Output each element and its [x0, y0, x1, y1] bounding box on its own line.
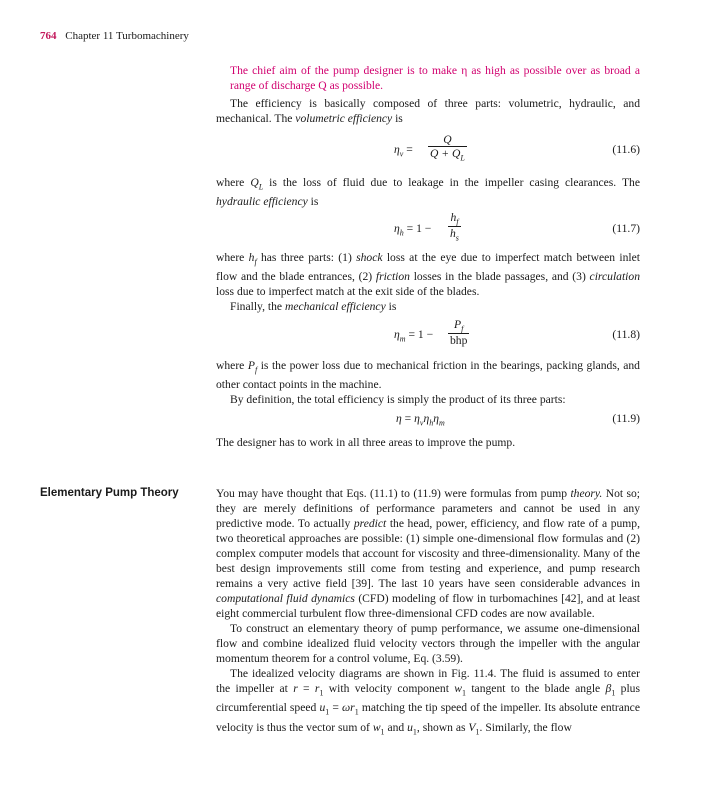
paragraph-power-loss: where $P_f$ is the power loss due to mechanical friction in the bearings, packing glands, and other contact points in the machine. By definition, the total efficiency is simply the product of its three parts:	[216, 359, 640, 407]
equation-label: (11.6)	[612, 143, 640, 156]
term-mechanical: mechanical efficiency	[284, 300, 386, 314]
term-hydraulic: hydraulic efficiency	[216, 195, 308, 209]
page-number: 764	[40, 30, 57, 42]
chapter-title: Chapter 11 Turbomachinery	[65, 30, 189, 42]
paragraph-efficiency: The efficiency is basically composed of three parts: volumetric, hydraulic, and mechanical. The volumetric efficiency is	[216, 97, 640, 125]
highlight-text: The chief aim of the pump designer is to make η as high as possible over as broad a range of discharge Q as possible.	[230, 64, 640, 92]
paragraph-leakage: where $Q_L$ is the loss of fluid due to leakage in the impeller casing clearances. The hydraulic efficiency is	[216, 176, 640, 209]
section-heading: Elementary Pump Theory	[40, 487, 179, 499]
equation-label: (11.7)	[612, 222, 640, 235]
equation-label: (11.8)	[612, 328, 640, 341]
term-volumetric: volumetric efficiency	[295, 112, 393, 125]
highlight-statement	[216, 63, 640, 93]
paragraph-designer: The designer has to work in all three areas to improve the pump.	[216, 436, 516, 449]
section-body: You may have thought that Eqs. (11.1) to (11.9) were formulas from pump theory. Not so; they are merely definitions of performance parameters and cannot be used in any predictive mode. To actually predict the head, power, efficiency, and flow rate of a pump, two theoretical approaches are possible: (1) simple one-dimensional flow formulas and (2) complex computer models that account for viscosity and three-dimensionality. Many of the best design improvements still come from testing and experience, and pump research remains a very active field [39]. The last 10 years have seen considerable advances in computational fluid dynamics (CFD) modeling of flow in turbomachines [42], and at least eight commercial turbulent flow three-dimensional CFD codes are now available. To construct an elementary theory of pump performance, we assume one-dimensional flow and combine idealized fluid velocity vectors through the impeller with the angular momentum theorem for a control volume, Eq. (3.59). The idealized velocity diagrams are shown in Fig. 11.4. The fluid is assumed to enter the impeller at $r = r_1$ with velocity component $w_1$ tangent to the blade angle $\beta_1$ plus circumferential speed $u_1 = \omega r_1$ matching the tip speed of the impeller. Its absolute entrance velocity is thus the vector sum of $w_1$ and $u_1$, shown as $V_1$. Similarly, the flow	[216, 486, 640, 739]
paragraph-elementary-theory: To construct an elementary theory of pump performance, we assume one-dimensional flow and combine idealized fluid velocity vectors through the impeller with the angular momentum theorem for a control volume, Eq. (3.59).	[216, 622, 640, 665]
equation-label: (11.9)	[612, 412, 640, 425]
paragraph-velocity-diagrams: The idealized velocity diagrams are shown in Fig. 11.4. The fluid is assumed to enter the impeller at $r = r_1$ with velocity component $w_1$ tangent to the blade angle $\beta_1$ plus circumferential speed $u_1 = \omega r_1$ matching the tip speed of the impeller. Its absolute entrance velocity is thus the vector sum of $w_1$ and $u_1$, shown as $V_1$. Similarly, the flow	[216, 667, 640, 736]
total-efficiency-text: By definition, the total efficiency is simply the product of its three parts:	[230, 393, 566, 407]
paragraph-head-loss: where $h_f$ has three parts: (1) shock loss at the eye due to imperfect match between inlet flow and the blade entrances, (2) friction losses in the blade passages, and (3) circulation loss due to imperfect match at the exit side of the blades. Finally, the mechanical efficiency is	[216, 251, 640, 314]
running-header	[40, 30, 189, 42]
